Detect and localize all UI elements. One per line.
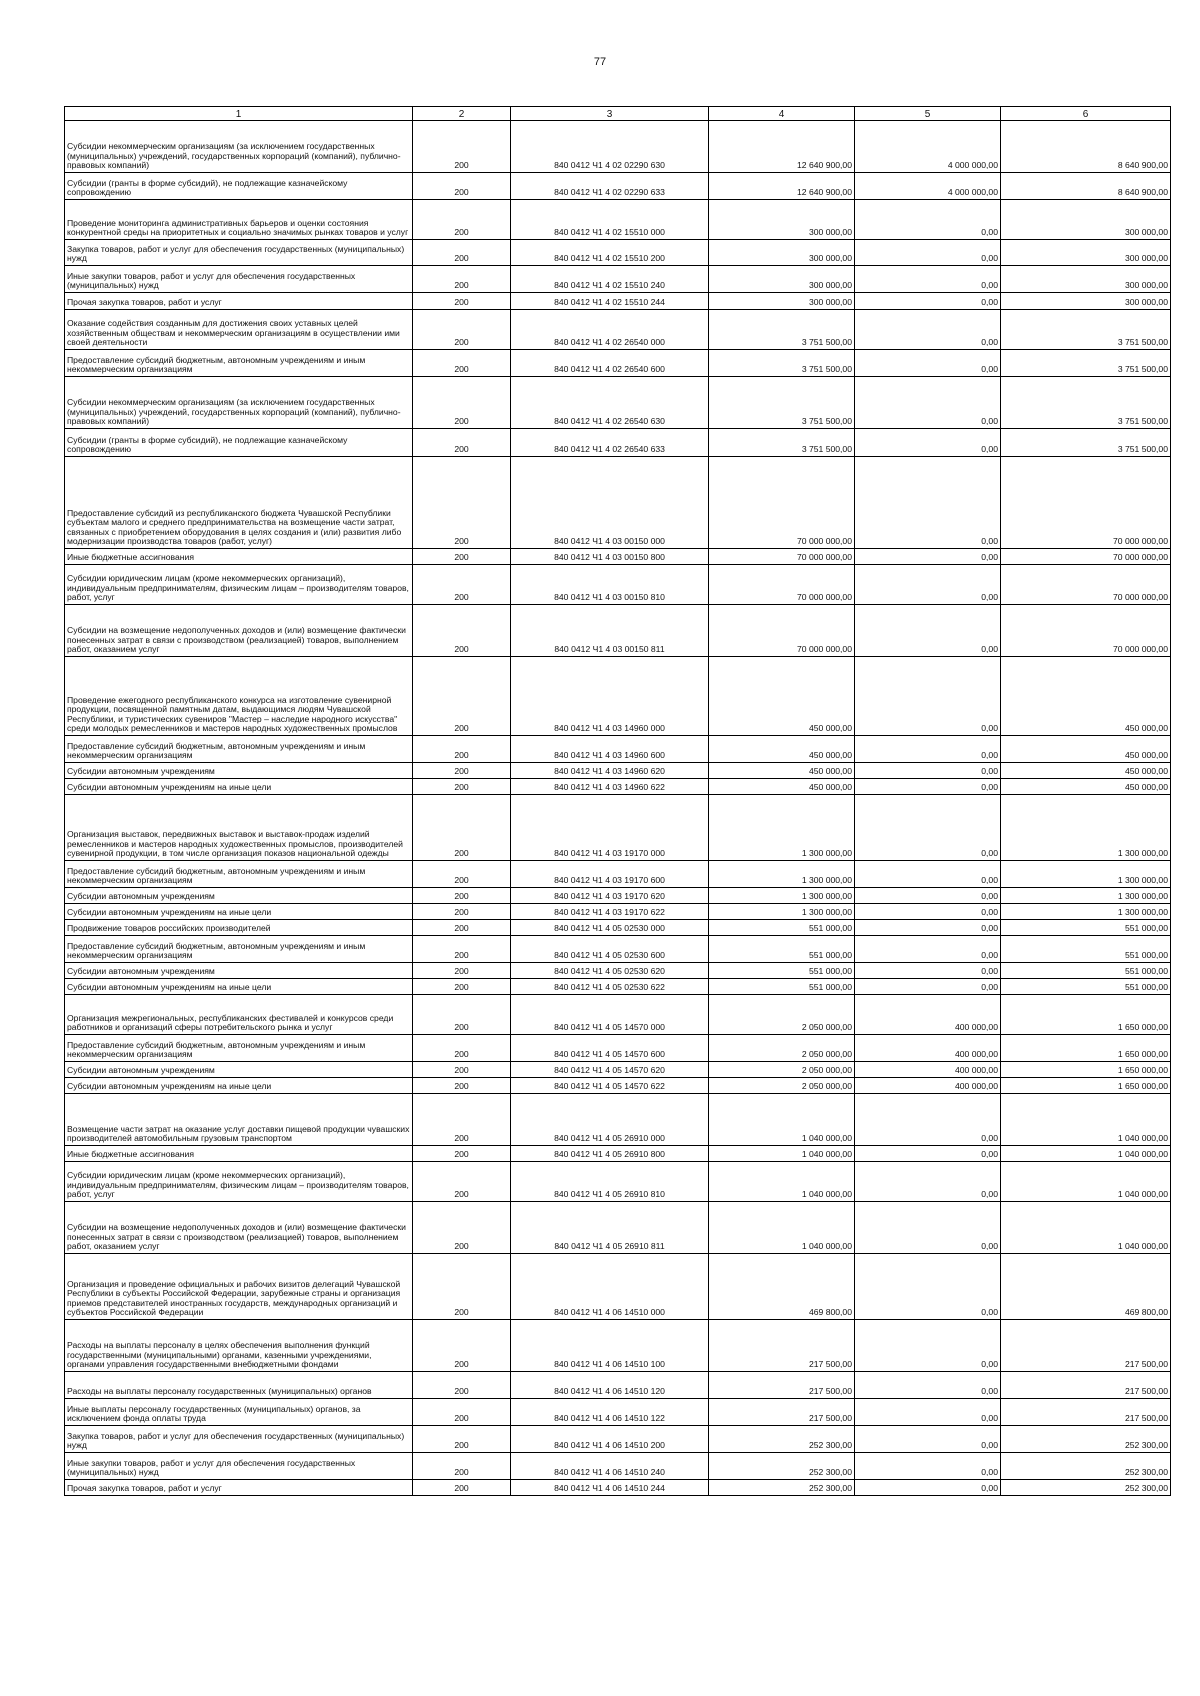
row-name: Иные бюджетные ассигнования — [65, 549, 413, 565]
row-amount-2023: 0,00 — [855, 605, 1001, 657]
row-code: 840 0412 Ч1 4 03 00150 000 — [511, 457, 709, 549]
row-code: 840 0412 Ч1 4 06 14510 100 — [511, 1320, 709, 1372]
row-name: Субсидии автономным учреждениям на иные цели — [65, 779, 413, 795]
row-code: 840 0412 Ч1 4 02 26540 630 — [511, 377, 709, 429]
row-kvsr: 200 — [413, 1426, 511, 1453]
row-name: Иные выплаты персоналу государственных (муниципальных) органов, за исключением фонда оплаты труда — [65, 1399, 413, 1426]
row-amount-2024: 1 650 000,00 — [1001, 1078, 1171, 1094]
row-code: 840 0412 Ч1 4 05 26910 810 — [511, 1162, 709, 1202]
row-kvsr: 200 — [413, 240, 511, 266]
row-amount-2023: 0,00 — [855, 963, 1001, 979]
row-name: Субсидии на возмещение недополученных доходов и (или) возмещение фактически понесенных затрат в связи с производством (реализацией) товаров, выполнением работ, оказанием услуг — [65, 1202, 413, 1254]
row-code: 840 0412 Ч1 4 05 26910 811 — [511, 1202, 709, 1254]
row-amount-2023: 0,00 — [855, 763, 1001, 779]
table-row — [65, 920, 1171, 936]
row-total: 1 040 000,00 — [709, 1162, 855, 1202]
row-total: 252 300,00 — [709, 1453, 855, 1480]
row-total: 217 500,00 — [709, 1372, 855, 1399]
row-name: Продвижение товаров российских производителей — [65, 920, 413, 936]
row-amount-2023: 400 000,00 — [855, 995, 1001, 1035]
row-amount-2023: 0,00 — [855, 200, 1001, 240]
row-kvsr: 200 — [413, 736, 511, 763]
table-row — [65, 457, 1171, 549]
row-name: Оказание содействия созданным для достижения своих уставных целей хозяйственным обществам и некоммерческим организациям в осуществлении ими своей деятельности — [65, 310, 413, 350]
row-total: 3 751 500,00 — [709, 350, 855, 377]
row-amount-2024: 252 300,00 — [1001, 1426, 1171, 1453]
row-name: Предоставление субсидий бюджетным, автономным учреждениям и иным некоммерческим организациям — [65, 1035, 413, 1062]
row-name: Расходы на выплаты персоналу государственных (муниципальных) органов — [65, 1372, 413, 1399]
row-amount-2023: 0,00 — [855, 377, 1001, 429]
row-name: Субсидии автономным учреждениям — [65, 963, 413, 979]
row-kvsr: 200 — [413, 1062, 511, 1078]
row-kvsr: 200 — [413, 429, 511, 457]
row-kvsr: 200 — [413, 979, 511, 995]
row-amount-2024: 3 751 500,00 — [1001, 310, 1171, 350]
row-amount-2023: 0,00 — [855, 1162, 1001, 1202]
row-name: Предоставление субсидий бюджетным, автономным учреждениям и иным некоммерческим организациям — [65, 736, 413, 763]
row-amount-2023: 0,00 — [855, 979, 1001, 995]
row-name: Проведение мониторинга административных барьеров и оценки состояния конкурентной среды на приоритетных и социально значимых рынках товаров и услуг — [65, 200, 413, 240]
row-code: 840 0412 Ч1 4 05 14570 000 — [511, 995, 709, 1035]
budget-table — [64, 106, 1171, 1496]
table-row — [65, 565, 1171, 605]
row-code: 840 0412 Ч1 4 05 14570 622 — [511, 1078, 709, 1094]
row-kvsr: 200 — [413, 779, 511, 795]
row-kvsr: 200 — [413, 605, 511, 657]
row-kvsr: 200 — [413, 995, 511, 1035]
column-header: 1 — [65, 107, 413, 121]
row-kvsr: 200 — [413, 457, 511, 549]
row-amount-2024: 450 000,00 — [1001, 736, 1171, 763]
table-row — [65, 173, 1171, 200]
table-row — [65, 605, 1171, 657]
row-name: Иные закупки товаров, работ и услуг для обеспечения государственных (муниципальных) нужд — [65, 1453, 413, 1480]
row-amount-2024: 3 751 500,00 — [1001, 350, 1171, 377]
row-amount-2024: 3 751 500,00 — [1001, 377, 1171, 429]
row-name: Закупка товаров, работ и услуг для обеспечения государственных (муниципальных) нужд — [65, 1426, 413, 1453]
row-name: Субсидии на возмещение недополученных доходов и (или) возмещение фактически понесенных затрат в связи с производством (реализацией) товаров, выполнением работ, оказанием услуг — [65, 605, 413, 657]
row-kvsr: 200 — [413, 763, 511, 779]
table-row — [65, 1094, 1171, 1146]
row-code: 840 0412 Ч1 4 03 14960 600 — [511, 736, 709, 763]
column-header: 3 — [511, 107, 709, 121]
row-code: 840 0412 Ч1 4 03 19170 000 — [511, 795, 709, 861]
row-amount-2023: 0,00 — [855, 350, 1001, 377]
row-total: 469 800,00 — [709, 1254, 855, 1320]
row-code: 840 0412 Ч1 4 02 26540 000 — [511, 310, 709, 350]
row-amount-2024: 252 300,00 — [1001, 1453, 1171, 1480]
row-code: 840 0412 Ч1 4 02 02290 633 — [511, 173, 709, 200]
row-amount-2024: 551 000,00 — [1001, 920, 1171, 936]
table-row — [65, 350, 1171, 377]
row-total: 70 000 000,00 — [709, 565, 855, 605]
row-amount-2023: 0,00 — [855, 1254, 1001, 1320]
table-row — [65, 795, 1171, 861]
table-row — [65, 1162, 1171, 1202]
table-row — [65, 549, 1171, 565]
row-name: Субсидии автономным учреждениям на иные цели — [65, 1078, 413, 1094]
row-total: 2 050 000,00 — [709, 995, 855, 1035]
row-name: Предоставление субсидий бюджетным, автономным учреждениям и иным некоммерческим организациям — [65, 350, 413, 377]
row-amount-2024: 300 000,00 — [1001, 240, 1171, 266]
row-kvsr: 200 — [413, 1399, 511, 1426]
row-amount-2023: 0,00 — [855, 293, 1001, 310]
row-amount-2023: 0,00 — [855, 457, 1001, 549]
row-kvsr: 200 — [413, 936, 511, 963]
row-amount-2024: 300 000,00 — [1001, 266, 1171, 293]
table-row — [65, 861, 1171, 888]
row-amount-2024: 1 040 000,00 — [1001, 1094, 1171, 1146]
row-kvsr: 200 — [413, 1094, 511, 1146]
row-total: 1 300 000,00 — [709, 861, 855, 888]
row-kvsr: 200 — [413, 121, 511, 173]
table-row — [65, 995, 1171, 1035]
row-code: 840 0412 Ч1 4 06 14510 122 — [511, 1399, 709, 1426]
table-row — [65, 888, 1171, 904]
table-row — [65, 1146, 1171, 1162]
row-kvsr: 200 — [413, 549, 511, 565]
column-header: 4 — [709, 107, 855, 121]
row-amount-2024: 70 000 000,00 — [1001, 457, 1171, 549]
row-total: 300 000,00 — [709, 266, 855, 293]
row-code: 840 0412 Ч1 4 06 14510 200 — [511, 1426, 709, 1453]
row-kvsr: 200 — [413, 310, 511, 350]
row-total: 1 300 000,00 — [709, 795, 855, 861]
row-amount-2024: 1 040 000,00 — [1001, 1202, 1171, 1254]
row-total: 1 040 000,00 — [709, 1094, 855, 1146]
table-row — [65, 904, 1171, 920]
row-code: 840 0412 Ч1 4 06 14510 244 — [511, 1480, 709, 1496]
row-amount-2024: 1 040 000,00 — [1001, 1146, 1171, 1162]
table-row — [65, 1320, 1171, 1372]
row-code: 840 0412 Ч1 4 05 14570 620 — [511, 1062, 709, 1078]
row-name: Прочая закупка товаров, работ и услуг — [65, 1480, 413, 1496]
row-kvsr: 200 — [413, 1372, 511, 1399]
row-name: Предоставление субсидий бюджетным, автономным учреждениям и иным некоммерческим организациям — [65, 861, 413, 888]
row-amount-2023: 0,00 — [855, 266, 1001, 293]
table-row — [65, 1426, 1171, 1453]
row-kvsr: 200 — [413, 1453, 511, 1480]
row-amount-2024: 551 000,00 — [1001, 979, 1171, 995]
row-name: Субсидии автономным учреждениям — [65, 763, 413, 779]
row-name: Субсидии некоммерческим организациям (за исключением государственных (муниципальных) учреждений, государственных корпораций (компаний), публично-правовых компаний) — [65, 121, 413, 173]
row-code: 840 0412 Ч1 4 02 15510 244 — [511, 293, 709, 310]
row-amount-2024: 217 500,00 — [1001, 1372, 1171, 1399]
row-kvsr: 200 — [413, 963, 511, 979]
column-header: 5 — [855, 107, 1001, 121]
row-name: Расходы на выплаты персоналу в целях обеспечения выполнения функций государственными (муниципальными) органами, казенными учреждениями, органами управления государственными внебюджетными фондами — [65, 1320, 413, 1372]
row-total: 3 751 500,00 — [709, 377, 855, 429]
row-name: Субсидии автономным учреждениям — [65, 1062, 413, 1078]
row-kvsr: 200 — [413, 1202, 511, 1254]
header-row — [65, 107, 1171, 121]
row-code: 840 0412 Ч1 4 05 02530 622 — [511, 979, 709, 995]
row-name: Предоставление субсидий бюджетным, автономным учреждениям и иным некоммерческим организациям — [65, 936, 413, 963]
table-row — [65, 1453, 1171, 1480]
row-name: Возмещение части затрат на оказание услуг доставки пищевой продукции чувашских производителей автомобильным грузовым транспортом — [65, 1094, 413, 1146]
row-name: Организация и проведение официальных и рабочих визитов делегаций Чувашской Республики в субъекты Российской Федерации, зарубежные страны и организация приемов представителей иностранных государств, международных организаций и субъектов Российской Федерации — [65, 1254, 413, 1320]
row-code: 840 0412 Ч1 4 05 02530 000 — [511, 920, 709, 936]
row-total: 3 751 500,00 — [709, 429, 855, 457]
row-total: 1 040 000,00 — [709, 1202, 855, 1254]
row-amount-2023: 0,00 — [855, 920, 1001, 936]
row-amount-2024: 551 000,00 — [1001, 963, 1171, 979]
row-name: Прочая закупка товаров, работ и услуг — [65, 293, 413, 310]
row-kvsr: 200 — [413, 888, 511, 904]
row-amount-2023: 0,00 — [855, 1202, 1001, 1254]
table-row — [65, 200, 1171, 240]
row-kvsr: 200 — [413, 293, 511, 310]
row-amount-2024: 70 000 000,00 — [1001, 565, 1171, 605]
row-amount-2023: 0,00 — [855, 888, 1001, 904]
row-amount-2024: 1 300 000,00 — [1001, 795, 1171, 861]
row-total: 70 000 000,00 — [709, 605, 855, 657]
row-kvsr: 200 — [413, 657, 511, 736]
row-kvsr: 200 — [413, 350, 511, 377]
column-header: 6 — [1001, 107, 1171, 121]
table-row — [65, 121, 1171, 173]
table-row — [65, 293, 1171, 310]
table-row — [65, 1035, 1171, 1062]
row-amount-2023: 0,00 — [855, 1094, 1001, 1146]
row-kvsr: 200 — [413, 200, 511, 240]
row-total: 300 000,00 — [709, 293, 855, 310]
row-total: 12 640 900,00 — [709, 173, 855, 200]
row-total: 70 000 000,00 — [709, 457, 855, 549]
row-total: 1 040 000,00 — [709, 1146, 855, 1162]
row-amount-2023: 0,00 — [855, 936, 1001, 963]
row-total: 551 000,00 — [709, 963, 855, 979]
row-kvsr: 200 — [413, 1254, 511, 1320]
row-code: 840 0412 Ч1 4 02 15510 240 — [511, 266, 709, 293]
row-code: 840 0412 Ч1 4 03 00150 800 — [511, 549, 709, 565]
row-amount-2024: 70 000 000,00 — [1001, 549, 1171, 565]
row-total: 2 050 000,00 — [709, 1035, 855, 1062]
table-row — [65, 657, 1171, 736]
row-name: Субсидии автономным учреждениям — [65, 888, 413, 904]
row-amount-2023: 400 000,00 — [855, 1035, 1001, 1062]
row-amount-2023: 0,00 — [855, 310, 1001, 350]
row-kvsr: 200 — [413, 377, 511, 429]
row-total: 3 751 500,00 — [709, 310, 855, 350]
row-name: Субсидии некоммерческим организациям (за исключением государственных (муниципальных) учреждений, государственных корпораций (компаний), публично-правовых компаний) — [65, 377, 413, 429]
row-total: 551 000,00 — [709, 936, 855, 963]
row-amount-2023: 0,00 — [855, 429, 1001, 457]
row-kvsr: 200 — [413, 565, 511, 605]
row-kvsr: 200 — [413, 920, 511, 936]
row-amount-2024: 217 500,00 — [1001, 1320, 1171, 1372]
row-amount-2024: 1 650 000,00 — [1001, 1035, 1171, 1062]
table-row — [65, 736, 1171, 763]
row-code: 840 0412 Ч1 4 03 19170 620 — [511, 888, 709, 904]
row-amount-2024: 1 650 000,00 — [1001, 1062, 1171, 1078]
row-amount-2023: 0,00 — [855, 795, 1001, 861]
row-amount-2024: 3 751 500,00 — [1001, 429, 1171, 457]
table-row — [65, 1254, 1171, 1320]
row-code: 840 0412 Ч1 4 03 14960 620 — [511, 763, 709, 779]
row-amount-2023: 0,00 — [855, 1146, 1001, 1162]
row-code: 840 0412 Ч1 4 06 14510 120 — [511, 1372, 709, 1399]
row-kvsr: 200 — [413, 1078, 511, 1094]
row-amount-2023: 0,00 — [855, 1426, 1001, 1453]
row-amount-2023: 0,00 — [855, 240, 1001, 266]
row-amount-2023: 0,00 — [855, 1399, 1001, 1426]
row-amount-2023: 0,00 — [855, 736, 1001, 763]
row-total: 551 000,00 — [709, 979, 855, 995]
row-code: 840 0412 Ч1 4 03 14960 000 — [511, 657, 709, 736]
row-name: Субсидии юридическим лицам (кроме некоммерческих организаций), индивидуальным предпринимателям, физическим лицам – производителям товаров, работ, услуг — [65, 565, 413, 605]
row-total: 450 000,00 — [709, 779, 855, 795]
table-row — [65, 763, 1171, 779]
row-amount-2023: 0,00 — [855, 657, 1001, 736]
row-code: 840 0412 Ч1 4 02 15510 000 — [511, 200, 709, 240]
row-code: 840 0412 Ч1 4 02 26540 633 — [511, 429, 709, 457]
row-amount-2023: 0,00 — [855, 1372, 1001, 1399]
row-amount-2024: 1 300 000,00 — [1001, 904, 1171, 920]
column-header: 2 — [413, 107, 511, 121]
table-row — [65, 429, 1171, 457]
row-name: Предоставление субсидий из республиканского бюджета Чувашской Республики субъектам малого и среднего предпринимательства на возмещение части затрат, связанных с приобретением оборудования в целях создания и (или) развития либо модернизации производства товаров (работ, услуг) — [65, 457, 413, 549]
row-code: 840 0412 Ч1 4 02 02290 630 — [511, 121, 709, 173]
row-name: Субсидии (гранты в форме субсидий), не подлежащие казначейскому сопровождению — [65, 173, 413, 200]
table-row — [65, 1372, 1171, 1399]
row-name: Проведение ежегодного республиканского конкурса на изготовление сувенирной продукции, посвященной памятным датам, выдающимся людям Чувашской Республики, и туристических сувениров "Мастер – наследие народного искусства" среди молодых ремесленников и мастеров народных художественных промыслов — [65, 657, 413, 736]
row-amount-2024: 1 300 000,00 — [1001, 861, 1171, 888]
row-name: Субсидии автономным учреждениям на иные цели — [65, 979, 413, 995]
row-kvsr: 200 — [413, 1320, 511, 1372]
row-amount-2024: 70 000 000,00 — [1001, 605, 1171, 657]
row-amount-2023: 4 000 000,00 — [855, 121, 1001, 173]
table-row — [65, 310, 1171, 350]
row-amount-2024: 1 040 000,00 — [1001, 1162, 1171, 1202]
row-total: 1 300 000,00 — [709, 904, 855, 920]
row-total: 12 640 900,00 — [709, 121, 855, 173]
table-row — [65, 1399, 1171, 1426]
row-kvsr: 200 — [413, 173, 511, 200]
table-row — [65, 1480, 1171, 1496]
row-total: 300 000,00 — [709, 240, 855, 266]
row-code: 840 0412 Ч1 4 03 14960 622 — [511, 779, 709, 795]
row-amount-2024: 1 300 000,00 — [1001, 888, 1171, 904]
row-amount-2023: 0,00 — [855, 1453, 1001, 1480]
page-number: 77 — [593, 56, 607, 68]
row-name: Организация выставок, передвижных выставок и выставок-продаж изделий ремесленников и мастеров народных художественных промыслов, производителей сувенирной продукции, в том числе организация показов национальной одежды — [65, 795, 413, 861]
table-row — [65, 963, 1171, 979]
row-amount-2024: 450 000,00 — [1001, 657, 1171, 736]
row-code: 840 0412 Ч1 4 05 02530 620 — [511, 963, 709, 979]
table-body — [65, 121, 1171, 1496]
row-code: 840 0412 Ч1 4 05 26910 800 — [511, 1146, 709, 1162]
row-code: 840 0412 Ч1 4 02 15510 200 — [511, 240, 709, 266]
row-total: 450 000,00 — [709, 763, 855, 779]
row-kvsr: 200 — [413, 1162, 511, 1202]
row-code: 840 0412 Ч1 4 03 19170 600 — [511, 861, 709, 888]
table-row — [65, 240, 1171, 266]
row-amount-2023: 0,00 — [855, 1480, 1001, 1496]
row-amount-2023: 0,00 — [855, 1320, 1001, 1372]
row-amount-2024: 450 000,00 — [1001, 763, 1171, 779]
row-code: 840 0412 Ч1 4 03 19170 622 — [511, 904, 709, 920]
row-kvsr: 200 — [413, 904, 511, 920]
row-total: 1 300 000,00 — [709, 888, 855, 904]
row-total: 252 300,00 — [709, 1480, 855, 1496]
table-row — [65, 1078, 1171, 1094]
row-code: 840 0412 Ч1 4 05 02530 600 — [511, 936, 709, 963]
row-amount-2023: 0,00 — [855, 779, 1001, 795]
row-total: 450 000,00 — [709, 736, 855, 763]
row-amount-2024: 300 000,00 — [1001, 293, 1171, 310]
row-code: 840 0412 Ч1 4 02 26540 600 — [511, 350, 709, 377]
table-row — [65, 266, 1171, 293]
row-amount-2024: 252 300,00 — [1001, 1480, 1171, 1496]
row-total: 551 000,00 — [709, 920, 855, 936]
row-amount-2024: 469 800,00 — [1001, 1254, 1171, 1320]
row-code: 840 0412 Ч1 4 03 00150 810 — [511, 565, 709, 605]
row-total: 252 300,00 — [709, 1426, 855, 1453]
row-total: 2 050 000,00 — [709, 1062, 855, 1078]
row-name: Организация межрегиональных, республиканских фестивалей и конкурсов среди работников и организаций сферы потребительского рынка и услуг — [65, 995, 413, 1035]
row-amount-2024: 1 650 000,00 — [1001, 995, 1171, 1035]
row-amount-2024: 8 640 900,00 — [1001, 173, 1171, 200]
row-code: 840 0412 Ч1 4 05 26910 000 — [511, 1094, 709, 1146]
row-total: 450 000,00 — [709, 657, 855, 736]
table-row — [65, 779, 1171, 795]
row-amount-2024: 8 640 900,00 — [1001, 121, 1171, 173]
row-code: 840 0412 Ч1 4 06 14510 000 — [511, 1254, 709, 1320]
row-amount-2023: 0,00 — [855, 565, 1001, 605]
row-amount-2024: 300 000,00 — [1001, 200, 1171, 240]
row-total: 217 500,00 — [709, 1320, 855, 1372]
row-amount-2023: 400 000,00 — [855, 1078, 1001, 1094]
row-kvsr: 200 — [413, 1480, 511, 1496]
row-name: Закупка товаров, работ и услуг для обеспечения государственных (муниципальных) нужд — [65, 240, 413, 266]
row-amount-2023: 400 000,00 — [855, 1062, 1001, 1078]
row-name: Иные закупки товаров, работ и услуг для обеспечения государственных (муниципальных) нужд — [65, 266, 413, 293]
row-total: 2 050 000,00 — [709, 1078, 855, 1094]
table-row — [65, 1062, 1171, 1078]
table-row — [65, 377, 1171, 429]
row-kvsr: 200 — [413, 1035, 511, 1062]
table-row — [65, 979, 1171, 995]
row-code: 840 0412 Ч1 4 06 14510 240 — [511, 1453, 709, 1480]
row-amount-2023: 4 000 000,00 — [855, 173, 1001, 200]
row-amount-2024: 217 500,00 — [1001, 1399, 1171, 1426]
table-row — [65, 1202, 1171, 1254]
row-amount-2024: 551 000,00 — [1001, 936, 1171, 963]
row-name: Иные бюджетные ассигнования — [65, 1146, 413, 1162]
row-amount-2023: 0,00 — [855, 549, 1001, 565]
row-code: 840 0412 Ч1 4 03 00150 811 — [511, 605, 709, 657]
row-name: Субсидии юридическим лицам (кроме некоммерческих организаций), индивидуальным предпринимателям, физическим лицам – производителям товаров, работ, услуг — [65, 1162, 413, 1202]
row-name: Субсидии автономным учреждениям на иные цели — [65, 904, 413, 920]
row-total: 300 000,00 — [709, 200, 855, 240]
row-code: 840 0412 Ч1 4 05 14570 600 — [511, 1035, 709, 1062]
row-name: Субсидии (гранты в форме субсидий), не подлежащие казначейскому сопровождению — [65, 429, 413, 457]
row-amount-2023: 0,00 — [855, 861, 1001, 888]
table-row — [65, 936, 1171, 963]
row-total: 217 500,00 — [709, 1399, 855, 1426]
row-amount-2023: 0,00 — [855, 904, 1001, 920]
row-kvsr: 200 — [413, 266, 511, 293]
row-kvsr: 200 — [413, 861, 511, 888]
row-total: 70 000 000,00 — [709, 549, 855, 565]
row-amount-2024: 450 000,00 — [1001, 779, 1171, 795]
row-kvsr: 200 — [413, 795, 511, 861]
row-kvsr: 200 — [413, 1146, 511, 1162]
